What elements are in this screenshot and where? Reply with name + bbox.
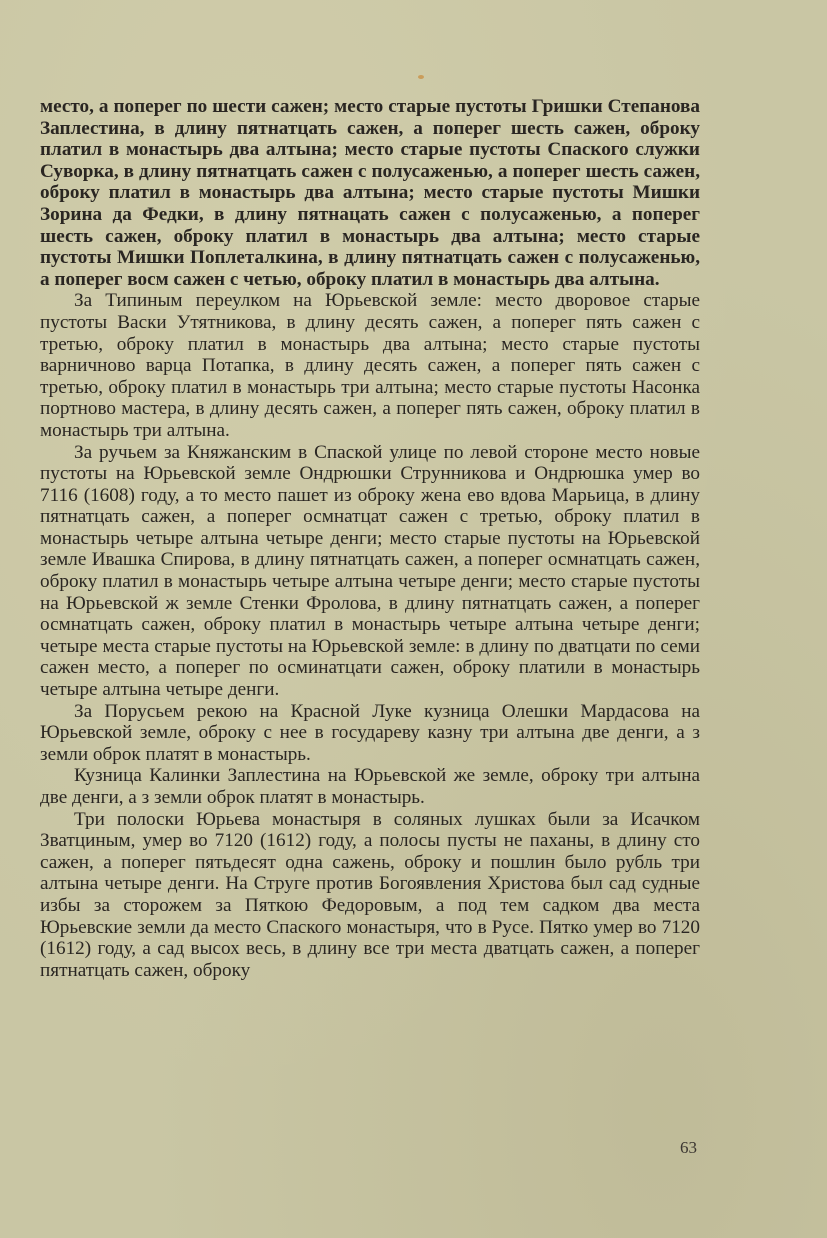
paragraph-three-strips: Три полоски Юрьева монастыря в соляных лушках были за Исачком Зватциным, умер во 7120 (1612) году, а полосы пусты не паханы, в длину сто сажен, а поперег пятьдесят одна сажень, оброку и пошлин было рубль три алтына четыре денги. На Струге против Богоявления Христова был сад судные избы за сторожем за Пяткою Федоровым, а под тем садком два места Юрьевские земли да место Спаского монастыря, что в Русе. Пятко умер во 7120 (1612) году, а сад высох весь, в длину все три места дватцать сажен, а поперег пятнатцать сажен, оброку [40, 808, 700, 981]
paragraph-kalinka-smithy: Кузница Калинки Заплестина на Юрьевской же земле, оброку три алтына две денги, а з земли оброк платят в монастырь. [40, 765, 700, 808]
paragraph-continuation: место, а поперег по шести сажен; место старые пустоты Гришки Степанова Заплестина, в длину пятнатцать сажен, а поперег шесть сажен, оброку платил в монастырь два алтына; место старые пустоты Спаского служки Суворка, в длину пятнатцать сажен с полусаженью, а поперег шесть сажен, оброку платил в монастырь два алтына; место старые пустоты Мишки Зорина да Федки, в длину пятнацать сажен с полусаженью, а поперег шесть сажен, оброку платил в монастырь два алтына; место старые пустоты Мишки Поплеталкина, в длину пятнатцать сажен с полусаженью, а поперег восм сажен с четью, оброку платил в монастырь два алтына. [40, 96, 700, 290]
page-number: 63 [680, 1138, 697, 1157]
paragraph-tipin-lane: За Типиным переулком на Юрьевской земле: место дворовое старые пустоты Васки Утятникова, в длину десять сажен, а поперег пять сажен с третью, оброку платил в монастырь два алтына; место старые пустоты варничново варца Потапка, в длину десять сажен, а поперег пять сажен с третью, оброку платил в монастырь три алтына; место старые пустоты Насонка портново мастера, в длину десять сажен, а поперег пять сажен, оброку платил в монастырь три алтына. [40, 290, 700, 441]
paragraph-porusye-river: За Порусьем рекою на Красной Луке кузница Олешки Мардасова на Юрьевской земле, оброку с нее в государеву казну три алтына две денги, а з земли оброк платят в монастырь. [40, 700, 700, 765]
paragraph-knyazhansky-stream: За ручьем за Княжанским в Спаской улице по левой стороне место новые пустоты на Юрьевской земле Ондрюшки Струнникова и Ондрюшка умер во 7116 (1608) году, а то место пашет из оброку жена ево вдова Марьица, в длину пятнатцать сажен, а поперег осмнатцат сажен с третью, оброку платил в монастырь четыре алтына четыре денги; место старые пустоты на Юрьевской земле Ивашка Спирова, в длину пятнатцать сажен, а поперег осмнатцать сажен, оброку платил в монастырь четыре алтына четыре денги; место старые пустоты на Юрьевской ж земле Стенки Фролова, в длину пятнатцать сажен, а поперег осмнатцать сажен, оброку платил в монастырь четыре алтына четыре денги; четыре места старые пустоты на Юрьевской земле: в длину по дватцати по семи сажен место, а поперег по осминатцати сажен, оброку платили в монастырь четыре алтына четыре денги. [40, 441, 700, 701]
paper-speck [418, 75, 424, 79]
page-body [40, 96, 700, 981]
